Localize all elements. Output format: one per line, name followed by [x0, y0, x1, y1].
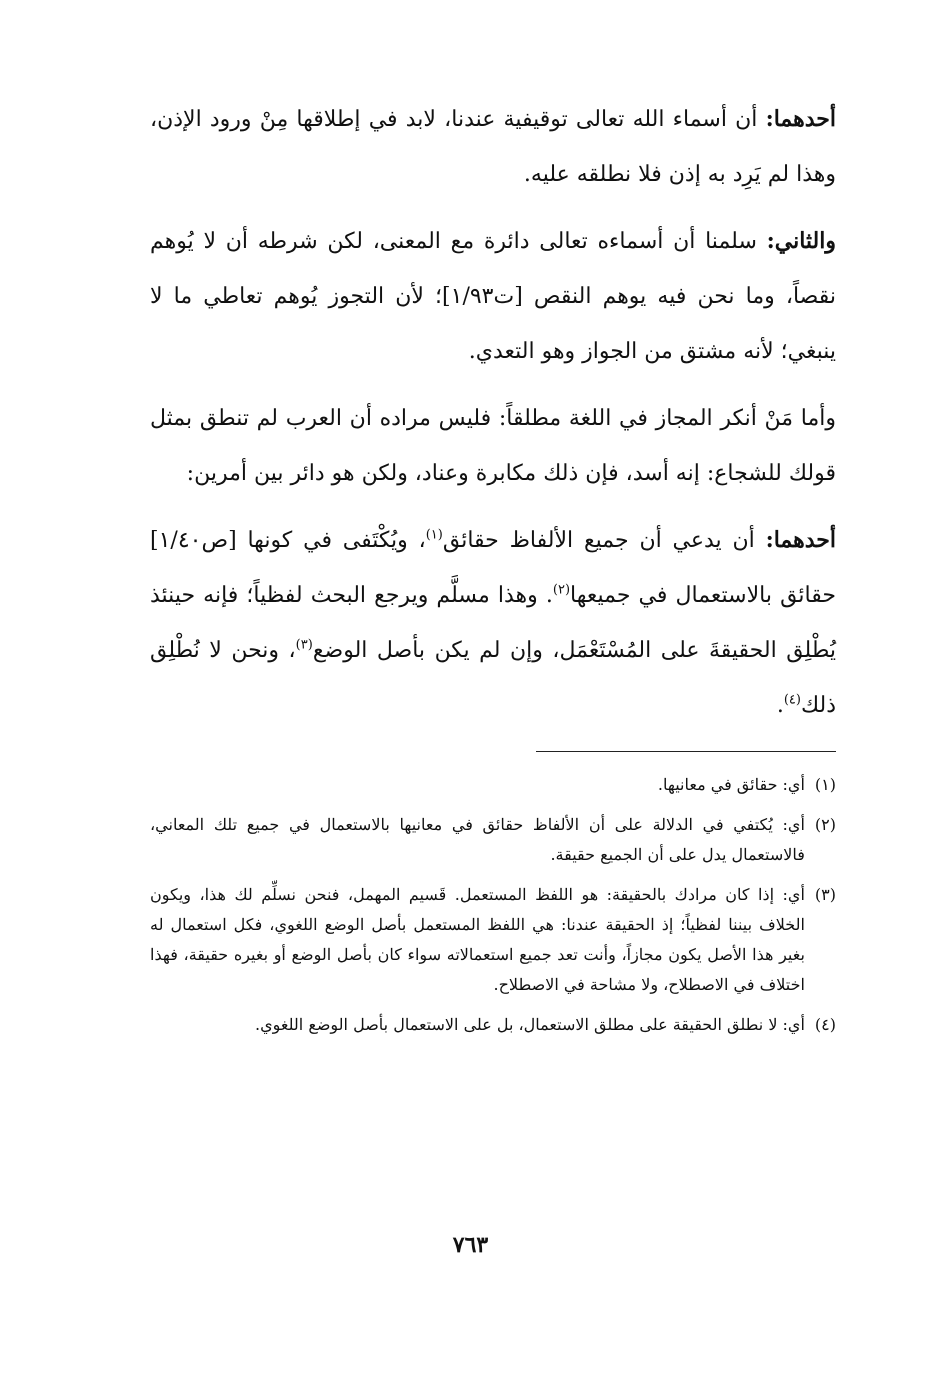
footnote-2: [150, 810, 836, 870]
footnote-number: (١): [814, 775, 836, 794]
footnote-number: (٣): [814, 885, 836, 904]
paragraph-first-argument: [150, 92, 836, 202]
paragraph-first-option: [150, 513, 836, 733]
footnote-text: أي: يُكتفي في الدلالة على أن الألفاظ حقائق في معانيها بالاستعمال في جميع تلك المعاني، فالاستعمال يدل على أن الجميع حقيقة.: [150, 815, 805, 864]
paragraph-text: سلمنا أن أسماءه تعالى دائرة مع المعنى، لكن شرطه أن لا يُوهم نقصاً، وما نحن فيه يوهم النقص [ت١/٩٣]؛ لأن التجوز يُوهم تعاطي ما لا ينبغي؛ لأنه مشتق من الجواز وهو التعدي.: [150, 229, 836, 364]
page-body: [150, 92, 836, 1050]
paragraph-second-argument: [150, 214, 836, 379]
footnote-number: (٤): [814, 1015, 836, 1034]
page-number: ٧٦٣: [452, 1232, 489, 1258]
footnote-number: (٢): [814, 815, 836, 834]
footnote-1: [150, 770, 836, 800]
paragraph-lead: أحدهما:: [765, 106, 836, 132]
footnote-4: [150, 1010, 836, 1040]
paragraph-text: أن أسماء الله تعالى توقيفية عندنا، لابد في إطلاقها مِنْ ورود الإذن، وهذا لم يَرِد به إذن فلا نطلقه عليه.: [150, 107, 836, 187]
footnote-ref-2[interactable]: (٢): [552, 582, 571, 598]
footnote-text: أي: لا نطلق الحقيقة على مطلق الاستعمال، بل على الاستعمال بأصل الوضع اللغوي.: [255, 1015, 805, 1034]
paragraph-text-part: .: [776, 693, 784, 718]
paragraph-text-part: ، ويُكْتَفى في كونها [ص١/٤٠] حقائق بالاستعمال في جميعها: [150, 528, 836, 608]
footnote-text: أي: حقائق في معانيها.: [657, 775, 805, 794]
paragraph-text-part: أن يدعي أن جميع الألفاظ حقائق: [442, 528, 766, 553]
paragraph-text-part: . وهذا مسلَّم ويرجع البحث لفظياً؛ فإنه حينئذ يُطْلِق الحقيقةَ على المُسْتَعْمَل، وإن لم يكن بأصل الوضع: [150, 583, 837, 663]
footnote-ref-4[interactable]: (٤): [783, 692, 801, 708]
footnote-ref-3[interactable]: (٣): [295, 637, 313, 653]
paragraph-lead: والثاني:: [766, 228, 836, 254]
footnote-ref-1[interactable]: (١): [425, 527, 443, 543]
paragraph-text-part: ، ونحن لا نُطْلِق ذلك: [150, 638, 836, 718]
footnote-3: [150, 880, 836, 1000]
footnote-text: أي: إذا كان مرادك بالحقيقة: هو اللفظ المستعمل. قَسيم المهمل، فنحن نسلِّم لك هذا، ويكون الخلاف بيننا لفظياً؛ إذ الحقيقة عندنا: هي اللفظ المستعمل بأصل الوضع اللغوي، فكل استعمال له بغير هذا الأصل يكون مجازاً، وأنت تعد جميع استعمالاته سواء كان بأصل الوضع أو بغيره حقيقة، فهذا اختلاف في الاصطلاح، ولا مشاحة في الاصطلاح.: [150, 885, 805, 994]
footnote-divider: [536, 751, 836, 752]
paragraph-majaz-denial: [150, 391, 836, 501]
paragraph-text: وأما مَنْ أنكر المجاز في اللغة مطلقاً: فليس مراده أن العرب لم تنطق بمثل قولك للشجاع: إنه أسد، فإن ذلك مكابرة وعناد، ولكن هو دائر بين أمرين:: [150, 406, 836, 486]
paragraph-lead: أحدهما:: [765, 527, 836, 553]
